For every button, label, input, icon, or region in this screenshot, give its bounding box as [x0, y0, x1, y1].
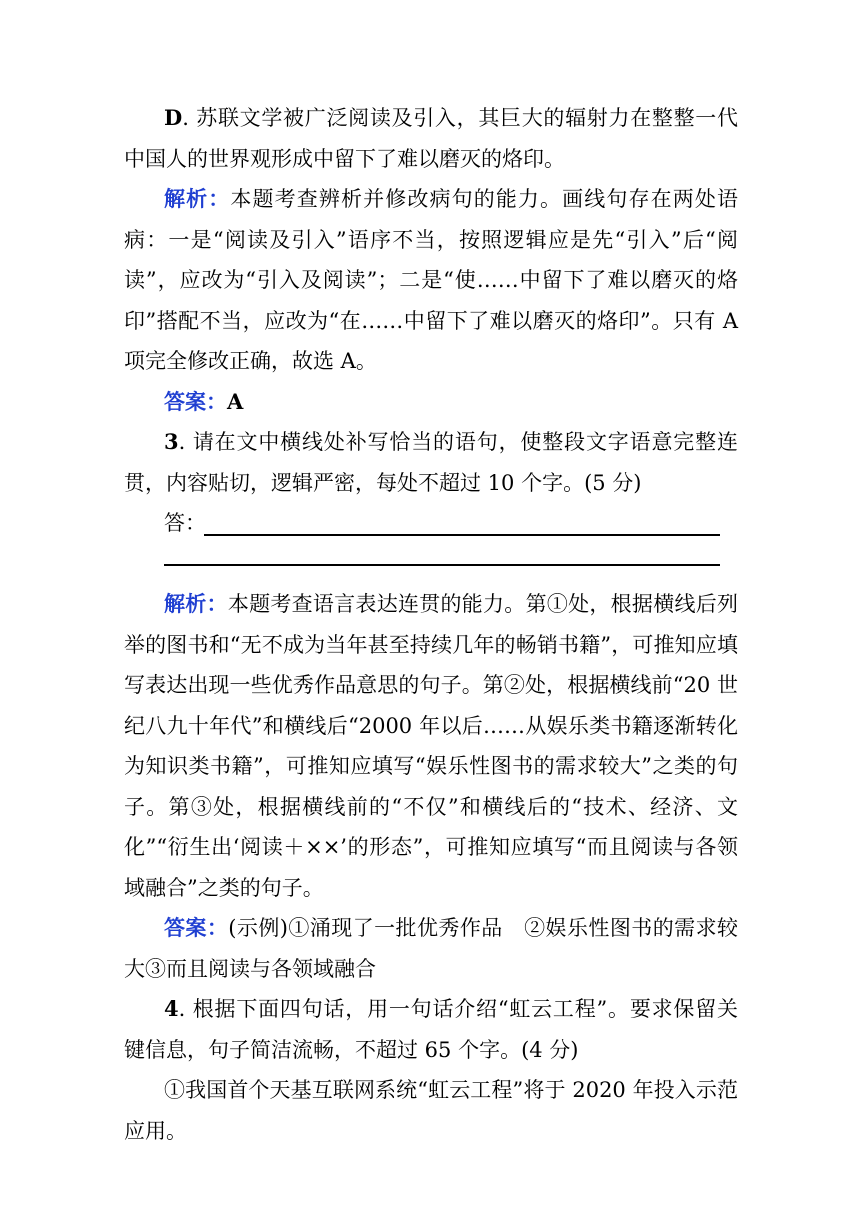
q3-answer [124, 908, 738, 989]
q2-analysis [124, 179, 738, 382]
question-4 [124, 989, 738, 1070]
option-d-letter: D [164, 105, 183, 130]
q3-analysis-label: 解析： [164, 591, 228, 616]
q3-answer-line-2 [124, 544, 738, 585]
q3-answer-text: (示例)①涌现了一批优秀作品 ②娱乐性图书的需求较大③而且阅读与各领域融合 [124, 916, 738, 981]
q3-answer-line-1 [124, 503, 738, 544]
q2-answer [124, 382, 738, 423]
q3-answer-prefix: 答： [164, 511, 206, 535]
q2-analysis-text: 本题考查辨析并修改病句的能力。画线句存在两处语病：一是“阅读及引入”语序不当，按照逻辑应是先“引入”后“阅读”，应改为“引入及阅读”；二是“使……中留下了难以磨灭的烙印”搭配不当，应改为“在……中留下了难以磨灭的烙印”。只有 A 项完全修改正确，故选 A。 [124, 187, 739, 373]
question-3 [124, 422, 738, 503]
q3-analysis [124, 584, 738, 908]
q3-analysis-text: 本题考查语言表达连贯的能力。第①处，根据横线后列举的图书和“无不成为当年甚至持续几年的畅销书籍”，可推知应填写表达出现一些优秀作品意思的句子。第②处，根据横线前“20 世纪八九十年代”和横线后“2000 年以后……从娱乐类书籍逐渐转化为知识类书籍”，可推知应填写“娱乐性图书的需求较大”之类的句子。第③处，根据横线前的“不仅”和横线后的“技术、经济、文化”“衍生出‘阅读＋××’的形态”，可推知应填写“而且阅读与各领域融合”之类的句子。 [124, 592, 739, 900]
question-4-text: . 根据下面四句话，用一句话介绍“虹云工程”。要求保留关键信息，句子简洁流畅，不超过 65 个字。(4 分) [124, 997, 738, 1062]
q2-answer-value: A [227, 388, 244, 414]
q2-analysis-label: 解析： [164, 186, 231, 211]
answer-blank-line [164, 564, 720, 566]
option-d-text: . 苏联文学被广泛阅读及引入，其巨大的辐射力在整整一代中国人的世界观形成中留下了难以磨灭的烙印。 [124, 106, 738, 171]
q3-answer-label: 答案： [164, 915, 229, 940]
document-page [124, 98, 738, 1151]
answer-blank-line [204, 534, 720, 536]
q4-item-1 [124, 1070, 738, 1151]
q2-answer-label: 答案： [164, 388, 227, 414]
question-4-number: 4 [164, 996, 179, 1021]
q4-item-1-text: ①我国首个天基互联网系统“虹云工程”将于 2020 年投入示范应用。 [124, 1078, 738, 1143]
question-3-text: . 请在文中横线处补写恰当的语句，使整段文字语意完整连贯，内容贴切，逻辑严密，每处不超过 10 个字。(5 分) [124, 430, 738, 495]
option-d [124, 98, 738, 179]
question-3-number: 3 [164, 429, 179, 454]
